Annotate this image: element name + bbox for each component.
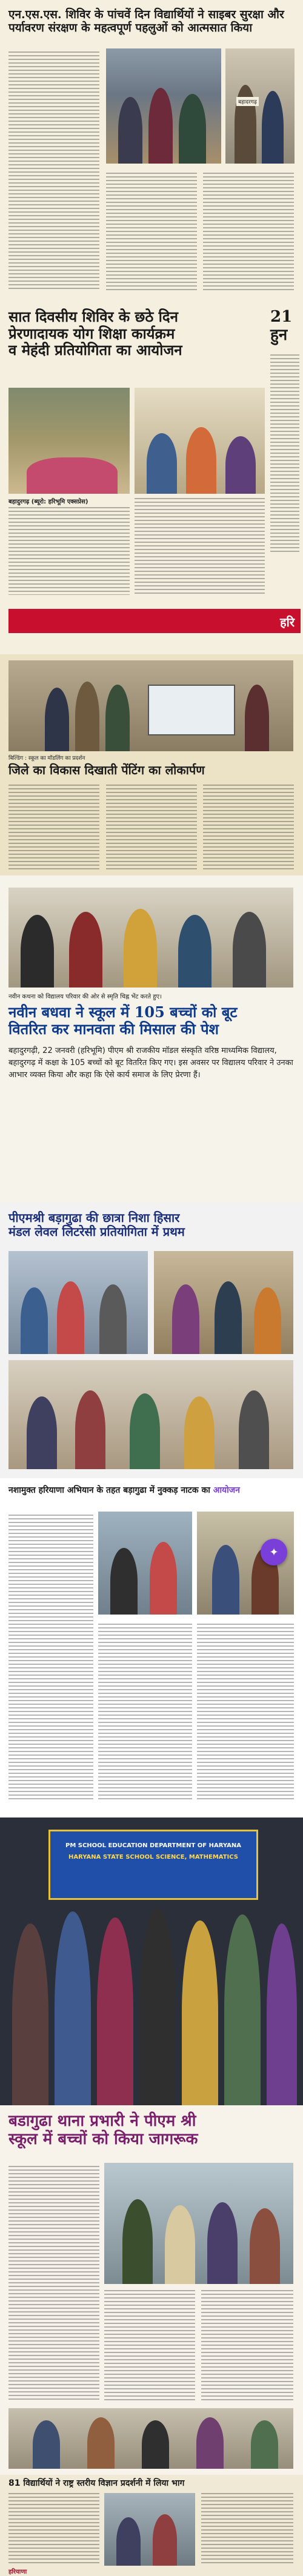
- text-column: [104, 2290, 195, 2402]
- article-photo: [8, 2408, 293, 2469]
- photo-figures: [12, 1924, 48, 2105]
- article-photo: [8, 888, 293, 988]
- photo-figures: [55, 1911, 91, 2105]
- photo-figures: [165, 2205, 195, 2284]
- headline-line: प्रेरणादायक योग शिक्षा कार्यक्रम: [8, 324, 175, 342]
- text-column: [106, 173, 197, 291]
- article-headline: [8, 1004, 293, 1037]
- text-column: [270, 354, 299, 554]
- article-literacy-competition: [0, 1203, 303, 1478]
- photo-figures: [215, 1281, 242, 1354]
- headline-line: एन.एस.एस. शिविर के पांचवें दिन विद्यार्थियों ने साइबर सुरक्षा और: [8, 8, 284, 21]
- assistant-fab[interactable]: [261, 1539, 287, 1565]
- headline-line: बडागुढा थाना प्रभारी ने पीएम श्री: [8, 2112, 196, 2130]
- article-science-exhibition-photo: [0, 1817, 303, 2105]
- article-street-play: [0, 1478, 303, 1817]
- article-photo: [225, 48, 295, 164]
- article-headline: [8, 2113, 293, 2149]
- assistant-sparkle-icon: ✦: [269, 1545, 279, 1559]
- headline-line: मंडल लेवल लिटरेसी प्रतियोगिता में प्रथम: [8, 1224, 185, 1239]
- red-banner-label: हरि: [280, 615, 295, 629]
- article-headline: [8, 1211, 293, 1239]
- photo-figures: [57, 1281, 84, 1354]
- photo-figures: [224, 1914, 261, 2105]
- text-column: [8, 51, 99, 291]
- article-photo: [8, 660, 293, 751]
- footer-label: हरियाणा: [8, 2569, 27, 2575]
- photo-caption: बिल्डिंग : स्कूल का मॉडलिंग का प्रदर्शन: [8, 755, 85, 762]
- text-column: [106, 785, 197, 869]
- photo-figures: [75, 1390, 105, 1469]
- article-photo: [104, 2493, 195, 2566]
- article-police-awareness: [0, 2105, 303, 2475]
- article-photo: [8, 1251, 148, 1354]
- photo-figures: [21, 1287, 48, 1354]
- article-headline: 81 विद्यार्थियों ने राष्ट्र स्तरीय विज्ञान प्रदर्शनी में लिया भाग: [8, 2478, 185, 2488]
- side-headline-line: 21: [270, 308, 293, 326]
- photo-figures: [142, 2420, 169, 2469]
- headline-line: पीएमश्री बड़ागुढा की छात्रा निशा हिसार: [8, 1210, 180, 1225]
- photo-figures: [27, 457, 118, 494]
- article-district-painting: [0, 654, 303, 875]
- article-photo: [8, 1360, 293, 1469]
- photo-figures: [172, 1284, 199, 1354]
- text-column: [98, 1624, 192, 1799]
- photo-figures: [148, 88, 173, 164]
- article-headline: [8, 8, 295, 35]
- article-photo: [98, 1512, 192, 1615]
- article-photo: [104, 2163, 293, 2284]
- photo-figures: [116, 2517, 141, 2566]
- photo-figures: [87, 2417, 115, 2469]
- photo-figures: [27, 1396, 57, 1469]
- article-photo: [154, 1251, 293, 1354]
- photo-figures: [150, 1542, 177, 1615]
- text-column: [135, 498, 265, 595]
- headline-line: नवीन बधवा ने स्कूल में 105 बच्चों को बूट: [8, 1003, 238, 1021]
- photo-caption: नवीन कथना को विद्यालय परिवार की ओर से स्मृति चिह्न भेंट करते हुए।: [8, 994, 162, 1000]
- article-photo: [135, 388, 265, 494]
- headline-line: वितरित कर मानवता की मिसाल की पेश: [8, 1020, 219, 1038]
- photo-figures: [153, 2514, 177, 2566]
- article-headline: जिले का विकास दिखाती पेंटिंग का लोकार्पण: [8, 763, 205, 777]
- text-column: [8, 1515, 93, 1799]
- text-column: [8, 785, 99, 869]
- photo-caption: बहादरगढ़: [236, 97, 259, 106]
- photo-figures: [122, 2199, 153, 2284]
- side-headline: [270, 308, 301, 345]
- article-photo: [8, 388, 130, 494]
- article-headline: [8, 308, 263, 359]
- exhibition-banner: [48, 1830, 258, 1900]
- headline-line: व मेहंदी प्रतियोगिता का आयोजन: [8, 341, 182, 359]
- text-column: [8, 507, 130, 595]
- photo-figures: [130, 1393, 160, 1469]
- article-yoga-camp: [0, 300, 303, 654]
- photo-figures: [21, 915, 54, 988]
- photo-figures: [97, 1917, 133, 2105]
- headline-line: स्कूल में बच्चों को किया जागरूक: [8, 2130, 198, 2148]
- photo-figures: [225, 436, 256, 494]
- photo-figures: [178, 915, 211, 988]
- photo-figures: [186, 427, 216, 494]
- text-column: [201, 2493, 293, 2566]
- photo-figures: [267, 1924, 297, 2105]
- photo-figures: [118, 97, 142, 164]
- photo-figures: [262, 91, 284, 164]
- red-banner: [8, 609, 301, 633]
- text-column: [8, 2493, 99, 2566]
- photo-figures: [239, 1390, 269, 1469]
- banner-line: PM SCHOOL EDUCATION DEPARTMENT OF HARYANA: [65, 1842, 241, 1849]
- photo-figures: [45, 688, 69, 751]
- photo-figures: [233, 912, 266, 988]
- photo-figures: [147, 433, 177, 494]
- headline-accent: आयोजन: [213, 1486, 240, 1495]
- photo-figures: [250, 2208, 280, 2284]
- photo-figures: [245, 685, 269, 751]
- photo-figures: [251, 2420, 278, 2469]
- photo-figures: [212, 1545, 239, 1615]
- article-headline: [8, 1486, 293, 1495]
- photo-figures: [110, 1548, 138, 1615]
- text-column: [197, 1624, 294, 1799]
- text-column: [203, 785, 294, 869]
- photo-figures: [182, 1920, 218, 2105]
- photo-figures: [196, 2417, 224, 2469]
- text-column: [203, 173, 294, 291]
- headline-line: सात दिवसीय शिविर के छठे दिन: [8, 308, 178, 325]
- photo-figures: [124, 909, 157, 988]
- side-headline-line: हुन: [270, 325, 288, 344]
- headline-text: नशामुक्त हरियाणा अभियान के तहत बड़ागुढा में नुक्कड़ नाटक का: [8, 1486, 210, 1495]
- photo-figures: [69, 912, 102, 988]
- photo-figures: [184, 1396, 215, 1469]
- article-nss-day5: [0, 0, 303, 300]
- photo-figures: [179, 94, 206, 164]
- article-body: बहादुरगढ़ी, 22 जनवरी (हरिभूमि) पीएम श्री राजकीय मॉडल संस्कृति वरिष्ठ माध्यमिक विद्यालय, बहादुरगढ़ में कक्षा के 105 बच्चों को बूट वितरित किए गए। इस अवसर पर विद्यालय परिवार ने उनका आभार व्यक्त किया और कहा कि ऐसे कार्य समाज के लिए प्रेरणा हैं।: [8, 1046, 293, 1080]
- article-photo: [106, 48, 221, 164]
- photo-figures: [207, 2202, 238, 2284]
- headline-line: पर्यावरण संरक्षण के महत्वपूर्ण पहलुओं को आत्मसात किया: [8, 21, 253, 35]
- banner-line: HARYANA STATE SCHOOL SCIENCE, MATHEMATICS: [68, 1854, 238, 1861]
- photo-figures: [105, 685, 130, 751]
- photo-figures: [139, 1908, 176, 2105]
- photo-figures: [254, 1287, 281, 1354]
- article-81-students-exhibition: [0, 2475, 303, 2576]
- dateline: बहादुरगढ़ (ब्यूरो: हरिभूमि एक्सप्रेस): [8, 499, 88, 505]
- painting-board: [148, 685, 235, 735]
- text-column: [8, 2166, 99, 2402]
- text-column: [201, 2290, 293, 2402]
- article-shoe-distribution: [0, 875, 303, 1203]
- photo-figures: [75, 682, 99, 751]
- photo-figures: [33, 2420, 60, 2469]
- photo-figures: [99, 1284, 127, 1354]
